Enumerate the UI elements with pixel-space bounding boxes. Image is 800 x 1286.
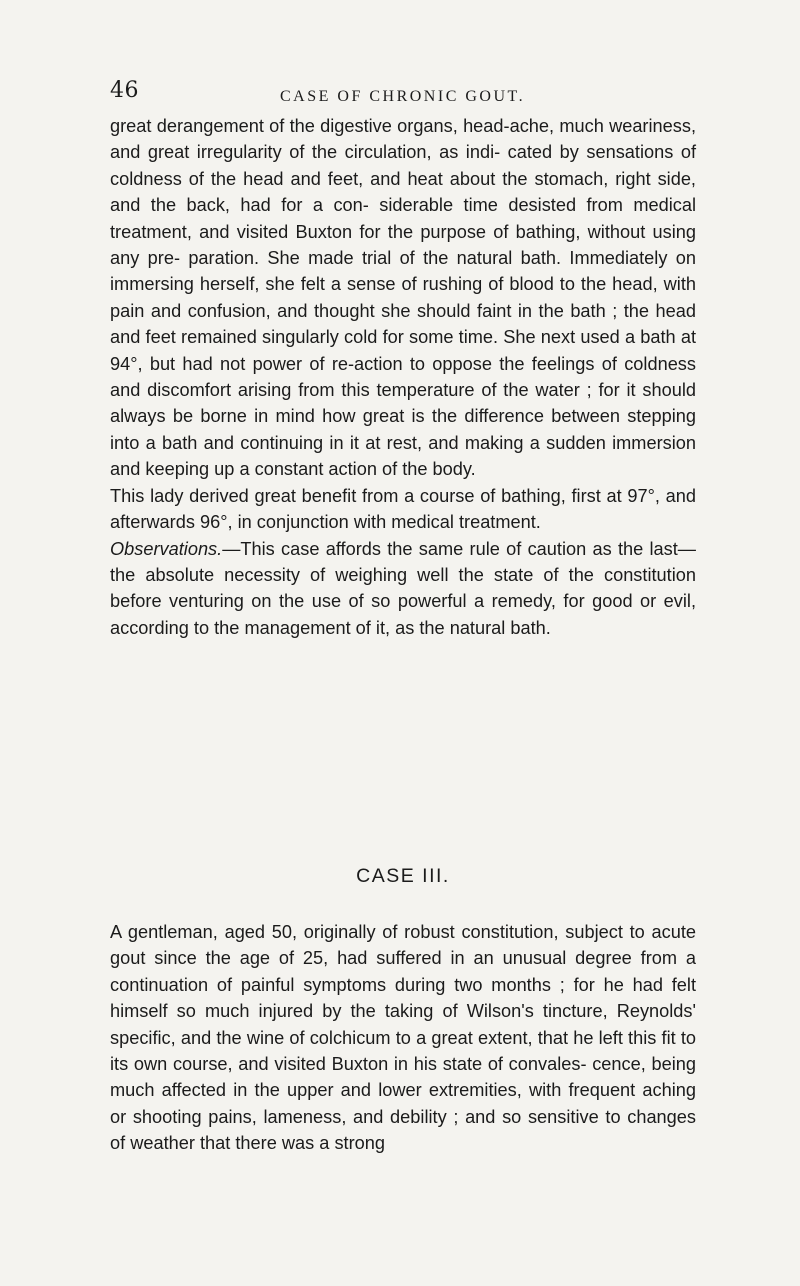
section-heading: CASE III. xyxy=(356,865,450,887)
paragraph-case-three: A gentleman, aged 50, originally of robust constitution, subject to acute gout since the age of 25, had suffered in an unusual degree from a continuation of painful symptoms during two months ; for he had felt himself so much injured by the taking of Wilson's tincture, Reynolds' specific, and the wine of colchicum to a great extent, that he left this fit to its own course, and visited Buxton in his state of convales- cence, being much affected in the upper and lower extremities, with frequent aching or shooting pains, lameness, and debility ; and so sensitive to changes of weather that there was a strong xyxy=(110,922,696,1154)
observations-label: Observations. xyxy=(110,538,223,559)
body-text xyxy=(110,113,696,641)
paragraph-continuation: great derangement of the digestive organs, head-ache, much weariness, and great irregularity of the circulation, as indi- cated by sensations of coldness of the head and feet, and heat about the stomach, right side, and the back, had for a con- siderable time desisted from medical treatment, and visited Buxton for the purpose of bathing, without using any pre- paration. She made trial of the natural bath. Immediately on immersing herself, she felt a sense of rushing of blood to the head, with pain and confusion, and thought she should faint in the bath ; the head and feet remained singularly cold for some time. She next used a bath at 94°, but had not power of re-action to oppose the feelings of coldness and discomfort arising from this temperature of the water ; for it should always be borne in mind how great is the difference between stepping into a bath and continuing in it at rest, and making a sudden immersion and keeping up a constant action of the body. xyxy=(110,116,696,480)
observations-text: —This case affords the same rule of caution as the last—the absolute necessity of weighing well the state of the constitution before venturing on the use of so powerful a remedy, for good or evil, according to the management of it, as the natural bath. xyxy=(110,538,696,638)
page-header xyxy=(110,78,710,108)
paragraph-observations xyxy=(110,536,696,642)
page-number: 46 xyxy=(110,78,139,103)
running-head: CASE OF CHRONIC GOUT. xyxy=(280,88,526,105)
paragraph-benefit: This lady derived great benefit from a course of bathing, first at 97°, and afterwards 96°, in conjunction with medical treatment. xyxy=(110,485,696,533)
case-three-text xyxy=(110,919,696,1157)
